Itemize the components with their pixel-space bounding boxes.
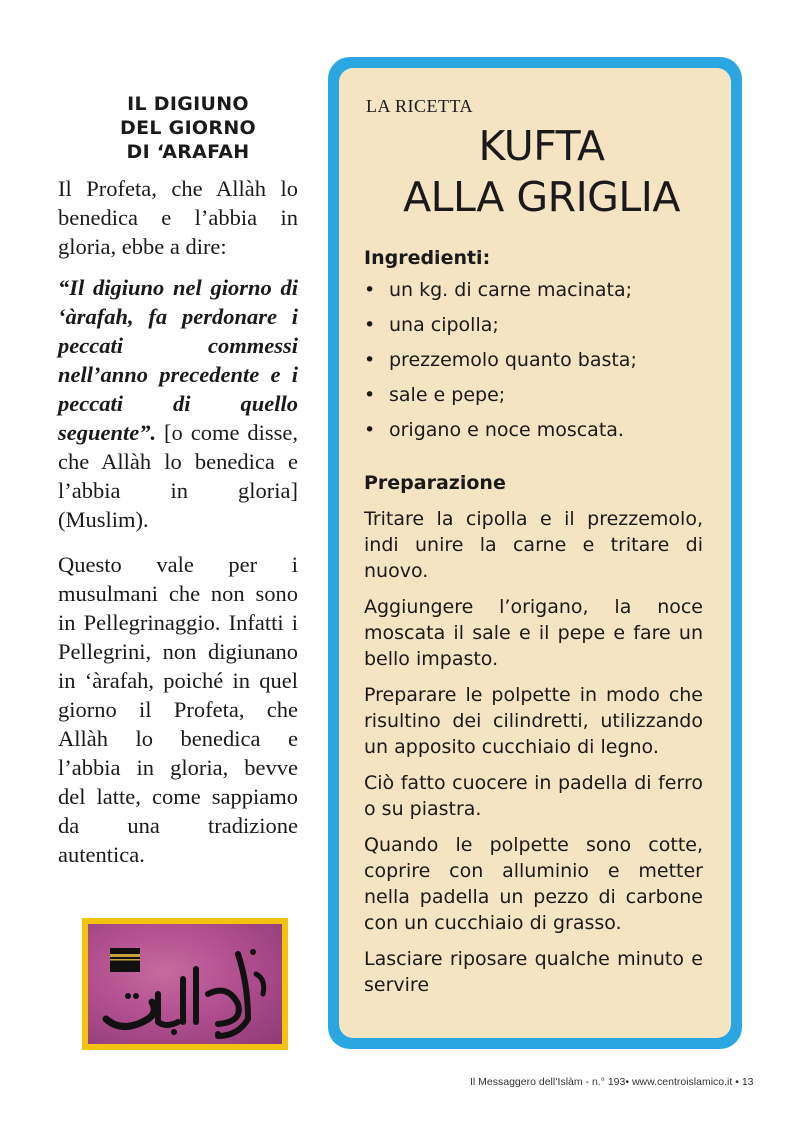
article-title [78,92,298,164]
article-intro: Il Profeta, che Allàh lo benedica e l’abbia in gloria, ebbe a dire: [58,176,298,259]
preparation-step: Quando le polpette sono cotte, coprire con alluminio e metter nella padella un pezzo di carbone con un cucchiaio di grasso. [364,834,703,934]
preparation-step: Ciò fatto cuocere in padella di ferro o su piastra. [364,772,703,820]
article-title-line-3: DI ‘ARAFAH [126,141,250,163]
article-quote-paragraph [58,273,298,534]
ingredient-text: sale e pepe; [389,384,506,406]
preparation-heading: Preparazione [364,472,506,494]
ingredients-heading: Ingredienti: [364,247,491,269]
ingredients-list [364,279,703,442]
ingredient-text: un kg. di carne macinata; [389,279,633,301]
bullet-icon: • [364,349,376,371]
ingredient-text: una cipolla; [389,314,499,336]
recipe-box [328,57,742,1049]
section-kicker: LA RICETTA [366,96,474,116]
page-footer: Il Messaggero dell’Islàm - n.° 193• www.centroislamico.it • 13 [470,1076,754,1088]
quote-attribution: [o come disse, che Allàh lo benedica e l’abbia in gloria] (Muslim). [58,420,298,532]
preparation-step: Preparare le polpette in modo che risultino dei cilindretti, utilizzando un apposito cucchiaio di legno. [364,684,703,758]
list-item [364,349,703,372]
bullet-icon: • [364,419,376,441]
calligraphy-image [82,918,288,1050]
calligraphy-art [88,924,282,1044]
recipe-title-line-2: ALLA GRIGLIA [403,173,680,221]
bullet-icon: • [364,314,376,336]
article-title-line-1: IL DIGIUNO [127,93,249,115]
list-item [364,419,703,442]
list-item [364,384,703,407]
article-title-line-2: DEL GIORNO [120,117,256,139]
preparation-step: Aggiungere l’origano, la noce moscata il sale e il pepe e fare un bello impasto. [364,596,703,670]
preparation-step: Tritare la cipolla e il prezzemolo, indi unire la carne e tritare di nuovo. [364,508,703,582]
hadith-quote: “Il digiuno nel giorno di ‘àrafah, fa perdonare i peccati commessi nell’anno precedente e i peccati di quello seguente”. [58,275,298,445]
recipe-panel [339,68,731,1038]
bullet-icon: • [364,279,376,301]
preparation-step: Lasciare riposare qualche minuto e servire [364,948,703,996]
article-body: Questo vale per i musulmani che non sono in Pellegrinaggio. Infatti i Pellegrini, non digiunano in ‘àrafah, poiché in quel giorno il Profeta, che Allàh lo benedica e l’abbia in gloria, bevve del latte, come sappiamo da una tradizione autentica. [58,552,298,867]
bullet-icon: • [364,384,376,406]
article-column [58,92,298,869]
ingredient-text: prezzemolo quanto basta; [389,349,637,371]
kaaba-icon [110,948,140,972]
calligraphy-background [88,924,282,1044]
list-item [364,314,703,337]
recipe-title [380,121,703,223]
ingredient-text: origano e noce moscata. [389,419,624,441]
recipe-title-line-1: KUFTA [478,122,605,170]
list-item [364,279,703,302]
